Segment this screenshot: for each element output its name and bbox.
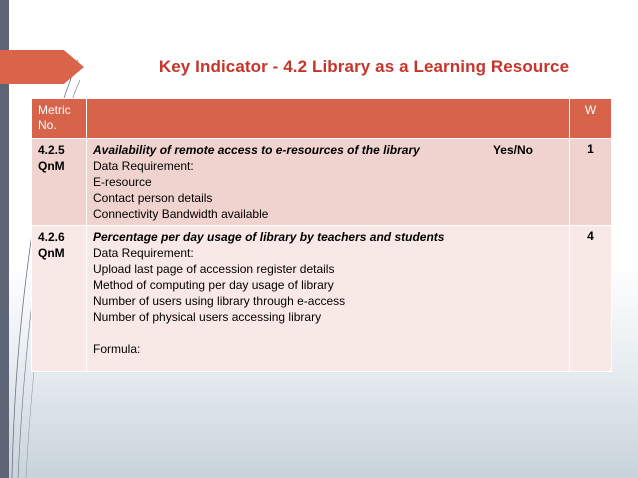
- data-line: E-resource: [93, 175, 152, 189]
- metric-type: QnM: [38, 246, 65, 260]
- metric-heading: Availability of remote access to e-resources of the library: [93, 143, 420, 157]
- metric-id-cell: [32, 226, 87, 372]
- metric-description-cell: [87, 139, 570, 226]
- metric-table: [31, 98, 612, 372]
- data-line: Connectivity Bandwidth available: [93, 207, 269, 221]
- blank-line: [93, 325, 563, 341]
- metric-description-cell: [87, 226, 570, 372]
- header-metric-no: Metric No.: [32, 99, 87, 139]
- metric-answer-type: Yes/No: [492, 143, 533, 157]
- metric-number: 4.2.5: [38, 143, 65, 157]
- header-description: [87, 99, 570, 139]
- metric-type: QnM: [38, 159, 65, 173]
- data-line: Method of computing per day usage of library: [93, 278, 334, 292]
- metric-weight: 1: [570, 139, 612, 226]
- table-row: [32, 226, 612, 372]
- page-title: Key Indicator - 4.2 Library as a Learning Resource: [158, 57, 570, 76]
- metric-weight: 4: [570, 226, 612, 372]
- table-row: [32, 139, 612, 226]
- data-line: Data Requirement:: [93, 159, 194, 173]
- table-header-row: [32, 99, 612, 139]
- data-line: Number of physical users accessing library: [93, 310, 322, 324]
- data-line: Data Requirement:: [93, 246, 194, 260]
- data-line: Number of users using library through e-access: [93, 294, 346, 308]
- metric-heading: Percentage per day usage of library by teachers and students: [93, 230, 445, 244]
- data-line: Upload last page of accession register details: [93, 262, 335, 276]
- metric-id-cell: [32, 139, 87, 226]
- metric-number: 4.2.6: [38, 230, 65, 244]
- formula-label: Formula:: [93, 342, 141, 356]
- data-line: Contact person details: [93, 191, 213, 205]
- header-weight: W: [570, 99, 612, 139]
